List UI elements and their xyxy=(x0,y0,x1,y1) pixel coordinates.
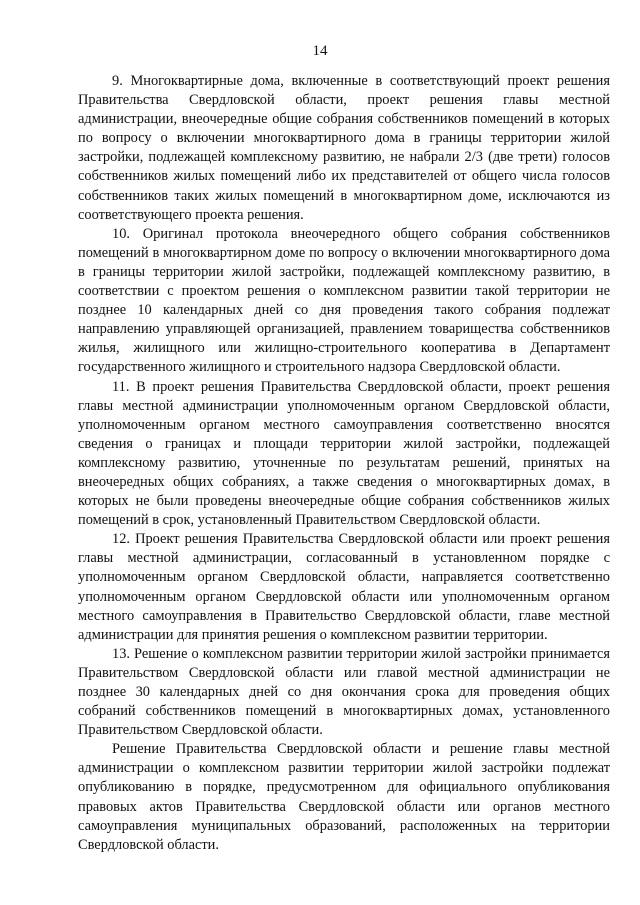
document-body xyxy=(78,72,610,855)
paragraph-10: 10. Оригинал протокола внеочередного общего собрания собственников помещений в многоквартирном доме по вопросу о включении многоквартирного дома в границы территории жилой застройки, подлежащей комплексному развитию, в соответствии с проектом решения о комплексном развитии такой территории не позднее 10 календарных дней со дня проведения такого собрания подлежат направлению управляющей организацией, правлением товарищества собственников жилья, жилищного или жилищно-строительного кооператива в Департамент государственного жилищного и строительного надзора Свердловской области. xyxy=(78,225,610,376)
paragraph-publication: Решение Правительства Свердловской области и решение главы местной администрации о комплексном развитии территории жилой застройки подлежат опубликованию в порядке, предусмотренном для официального опубликования правовых актов Правительства Свердловской области или органов местного самоуправления муниципальных образований, расположенных на территории Свердловской области. xyxy=(78,741,610,853)
paragraph-9: 9. Многоквартирные дома, включенные в соответствующий проект решения Правительства Свердловской области, проект решения главы местной администрации, внеочередные общие собрания собственников помещений в которых по вопросу о включении многоквартирного дома в границы территории жилой застройки, подлежащей комплексному развитию, не набрали 2/3 (две трети) голосов собственников жилых помещений либо их представителей от общего числа голосов собственников таких жилых помещений в многоквартирном доме, исключаются из соответствующего проекта решения. xyxy=(78,73,610,223)
paragraph-13: 13. Решение о комплексном развитии территории жилой застройки принимается Правительством Свердловской области или главой местной администрации не позднее 30 календарных дней со дня окончания срока для проведения общих собраний собственников помещений в многоквартирных домах, установленного Правительством Свердловской области. xyxy=(78,645,610,739)
page-number: 14 xyxy=(312,43,328,59)
paragraph-11: 11. В проект решения Правительства Свердловской области, проект решения главы местной администрации уполномоченным органом Свердловской области, уполномоченным органом местного самоуправления соответственно вносятся сведения о границах и площади территории жилой застройки, подлежащей комплексному развитию, уточненные по результатам решений, принятых на внеочередных общих собраниях, а также сведения о многоквартирных домах, в которых не были проведены внеочередные общие собрания собственников жилых помещений в срок, установленный Правительством Свердловской области. xyxy=(78,378,610,529)
paragraph-12: 12. Проект решения Правительства Свердловской области или проект решения главы местной администрации, согласованный в установленном порядке с уполномоченным органом Свердловской области, направляется соответственно уполномоченным органом Свердловской области или уполномоченным органом местного самоуправления в Правительство Свердловской области, главе местной администрации для принятия решения о комплексном развитии территории. xyxy=(78,531,610,643)
